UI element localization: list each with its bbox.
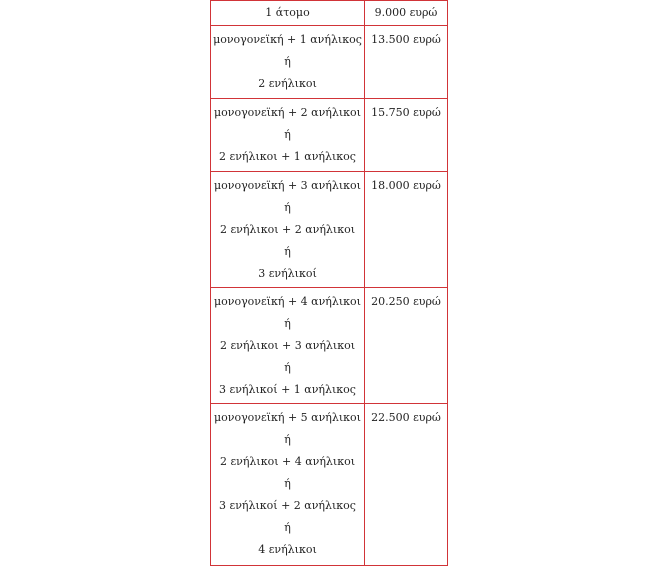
income-threshold-table — [210, 0, 448, 566]
household-line: 3 ενήλικοί + 1 ανήλικος — [219, 383, 356, 396]
household-cell — [211, 99, 365, 172]
household-line: 3 ενήλικοί + 2 ανήλικος — [219, 499, 356, 512]
household-line: 2 ενήλικοι + 2 ανήλικοι — [219, 223, 356, 236]
amount-value: 13.500 ευρώ — [371, 33, 441, 46]
household-cell — [211, 172, 365, 288]
table-row — [211, 26, 448, 99]
income-table-wrapper — [210, 0, 448, 566]
amount-cell — [365, 1, 448, 26]
table-row — [211, 172, 448, 288]
household-line: ή — [284, 128, 291, 141]
household-line: μονογονεϊκή + 4 ανήλικοι — [214, 295, 361, 308]
table-row — [211, 1, 448, 26]
household-line: ή — [284, 433, 291, 446]
amount-cell — [365, 404, 448, 566]
household-line: ή — [284, 55, 291, 68]
household-line: ή — [284, 201, 291, 214]
household-line: μονογονεϊκή + 5 ανήλικοι — [214, 411, 361, 424]
household-line: 4 ενήλικοι — [258, 543, 317, 556]
table-row — [211, 99, 448, 172]
household-line: 1 άτομο — [265, 6, 310, 19]
amount-cell — [365, 172, 448, 288]
household-line: 2 ενήλικοι + 3 ανήλικοι — [219, 339, 356, 352]
household-line: ή — [284, 521, 291, 534]
household-line: 3 ενήλικοί — [258, 267, 317, 280]
household-line: μονογονεϊκή + 3 ανήλικοι — [214, 179, 361, 192]
amount-cell — [365, 26, 448, 99]
household-line: μονογονεϊκή + 2 ανήλικοι — [214, 106, 361, 119]
amount-cell — [365, 99, 448, 172]
household-cell — [211, 1, 365, 26]
household-cell — [211, 26, 365, 99]
household-cell — [211, 404, 365, 566]
amount-cell — [365, 288, 448, 404]
table-row — [211, 404, 448, 566]
household-line: ή — [284, 477, 291, 490]
household-line: μονογονεϊκή + 1 ανήλικος — [213, 33, 362, 46]
household-cell — [211, 288, 365, 404]
household-line: ή — [284, 245, 291, 258]
household-line: ή — [284, 361, 291, 374]
amount-value: 15.750 ευρώ — [371, 106, 441, 119]
amount-value: 22.500 ευρώ — [371, 411, 441, 424]
household-line: 2 ενήλικοι + 4 ανήλικοι — [219, 455, 356, 468]
amount-value: 20.250 ευρώ — [371, 295, 441, 308]
table-row — [211, 288, 448, 404]
household-line: 2 ενήλικοι + 1 ανήλικος — [219, 150, 356, 163]
amount-value: 9.000 ευρώ — [374, 6, 438, 19]
household-line: ή — [284, 317, 291, 330]
amount-value: 18.000 ευρώ — [371, 179, 441, 192]
household-line: 2 ενήλικοι — [258, 77, 317, 90]
